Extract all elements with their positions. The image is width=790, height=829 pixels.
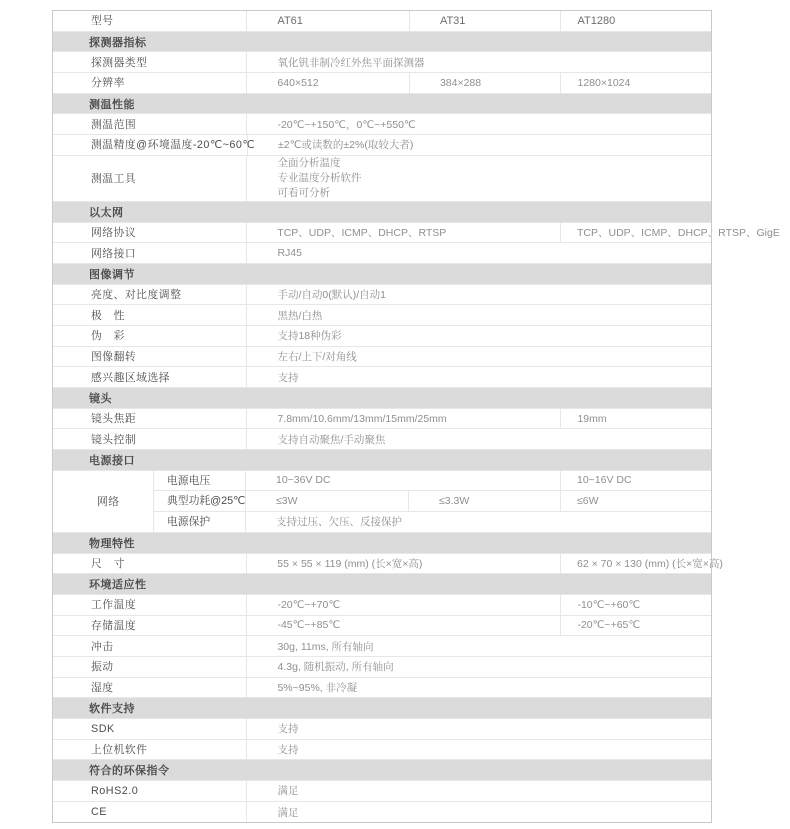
section-title: 测温性能: [89, 98, 135, 111]
section-title: 镜头: [89, 392, 112, 405]
spec-label: 存储温度: [53, 616, 247, 636]
spec-value: -20℃~+65℃: [577, 619, 641, 632]
spec-value-at1280: AT1280: [577, 14, 616, 27]
row-roi: [53, 367, 711, 388]
spec-value: RJ45: [277, 247, 302, 260]
spec-value: 7.8mm/10.6mm/13mm/15mm/25mm: [247, 409, 561, 429]
section-row-physical: [53, 533, 711, 554]
row-storage-temp: [53, 616, 711, 637]
spec-sublabel: 电源保护: [154, 512, 246, 532]
row-focal-length: [53, 409, 711, 430]
section-title: 图像调节: [89, 268, 135, 281]
spec-value-line: 可看可分析: [277, 186, 330, 199]
spec-value: ±2℃或读数的±2%(取较大者): [278, 139, 414, 152]
spec-label: 网络协议: [53, 223, 247, 243]
spec-label: 图像翻转: [53, 347, 247, 367]
spec-value: TCP、UDP、ICMP、DHCP、RTSP: [247, 223, 561, 243]
section-row-power: [53, 450, 711, 471]
spec-label: 感兴趣区域选择: [53, 367, 247, 387]
spec-value-at31: AT31: [410, 11, 562, 31]
row-brightness: [53, 285, 711, 306]
spec-value: 手动/自动0(默认)/自动1: [277, 288, 386, 301]
row-temp-tools: [53, 156, 711, 202]
spec-value: 黑热/白热: [277, 309, 323, 322]
spec-value: ≤3.3W: [409, 491, 561, 510]
spec-value: -45℃~+85℃: [247, 616, 561, 636]
section-row-environment: [53, 574, 711, 595]
spec-value-at61: AT61: [247, 11, 410, 31]
spec-value: 满足: [277, 806, 299, 819]
section-row-lens: [53, 388, 711, 409]
spec-label: 湿度: [53, 678, 247, 698]
spec-label: 测温精度@环境温度-20℃~60℃: [53, 135, 248, 155]
section-title: 物理特性: [89, 537, 135, 550]
row-dimensions: [53, 554, 723, 575]
spec-value: 支持: [277, 723, 299, 736]
spec-label: 上位机软件: [53, 740, 247, 760]
row-image-flip: [53, 347, 711, 368]
section-title: 环境适应性: [89, 579, 147, 592]
section-row-image: [53, 264, 711, 285]
power-sub-rows: [154, 471, 711, 532]
power-group-row: [53, 471, 711, 533]
spec-label: 型号: [53, 11, 247, 31]
spec-label: 尺 寸: [53, 554, 247, 574]
section-title: 探测器指标: [89, 36, 147, 49]
spec-label: SDK: [53, 719, 247, 739]
spec-label: 镜头焦距: [53, 409, 247, 429]
row-protection: [154, 512, 711, 532]
spec-label: 网络接口: [53, 243, 247, 263]
row-sdk: [53, 719, 711, 740]
section-row-software: [53, 698, 711, 719]
section-title: 符合的环保指令: [89, 765, 170, 778]
section-row-ethernet: [53, 202, 711, 223]
section-row-detector: [53, 32, 711, 53]
spec-value: 384×288: [410, 73, 562, 93]
row-net-interface: [53, 243, 711, 264]
row-temp-accuracy: [53, 135, 711, 156]
row-polarity: [53, 305, 711, 326]
spec-value: 30g, 11ms, 所有轴向: [277, 640, 374, 653]
spec-label: 伪 彩: [53, 326, 247, 346]
spec-value: ≤3W: [246, 491, 409, 510]
spec-label: CE: [53, 802, 247, 823]
spec-value: 10~36V DC: [246, 471, 561, 490]
spec-value: 满足: [277, 785, 299, 798]
row-vibration: [53, 657, 711, 678]
row-ce: [53, 802, 711, 823]
spec-label: RoHS2.0: [53, 781, 247, 801]
spec-value: 5%~95%, 非冷凝: [277, 682, 358, 694]
spec-value: 支持: [277, 744, 299, 757]
row-detector-type: [53, 52, 711, 73]
spec-value: 4.3g, 随机振动, 所有轴向: [277, 661, 394, 674]
spec-value: 55 × 55 × 119 (mm) (长×宽×高): [247, 554, 561, 574]
spec-label: 测温范围: [53, 114, 247, 134]
row-lens-control: [53, 429, 711, 450]
row-host-software: [53, 740, 711, 761]
section-title: 以太网: [89, 206, 124, 219]
spec-label: 分辨率: [53, 73, 247, 93]
spec-value: 支持: [277, 371, 299, 384]
spec-label: 极 性: [53, 305, 247, 325]
row-voltage: [154, 471, 711, 491]
spec-value: 19mm: [577, 412, 607, 425]
row-consumption: [154, 491, 711, 511]
spec-value: [247, 156, 711, 201]
spec-label: 镜头控制: [53, 429, 247, 449]
spec-sublabel: 典型功耗@25℃: [154, 491, 246, 510]
spec-value: 支持18种伪彩: [277, 330, 342, 343]
spec-value: 支持过压、欠压、反接保护: [276, 516, 402, 529]
row-net-protocol: [53, 223, 780, 244]
spec-value: 10~16V DC: [577, 474, 632, 487]
row-shock: [53, 636, 711, 657]
spec-value: -20℃~+150℃，0℃~+550℃: [277, 118, 416, 131]
spec-value: 1280×1024: [577, 76, 631, 89]
row-operating-temp: [53, 595, 711, 616]
spec-value: TCP、UDP、ICMP、DHCP、RTSP、GigE: [577, 226, 780, 239]
spec-value: 支持自动聚焦/手动聚焦: [277, 433, 386, 446]
spec-table: [52, 10, 780, 823]
row-model: [53, 11, 711, 32]
spec-value: 62 × 70 × 130 (mm) (长×宽×高): [577, 557, 723, 570]
spec-label: 工作温度: [53, 595, 247, 615]
spec-label: 振动: [53, 657, 247, 677]
spec-value: -20℃~+70℃: [247, 595, 561, 615]
spec-value-line: 全面分析温度: [277, 156, 341, 169]
spec-sublabel: 电源电压: [154, 471, 246, 490]
spec-label: 探测器类型: [53, 52, 247, 72]
spec-label: 测温工具: [53, 156, 247, 201]
spec-label: 冲击: [53, 636, 247, 656]
row-pseudo-color: [53, 326, 711, 347]
spec-value: 氧化钒非制冷红外焦平面探测器: [277, 56, 425, 69]
row-rohs: [53, 781, 711, 802]
spec-value: 640×512: [247, 73, 410, 93]
section-row-compliance: [53, 760, 711, 781]
section-row-thermometry: [53, 94, 711, 115]
row-humidity: [53, 678, 711, 699]
spec-value: -10℃~+60℃: [577, 598, 641, 611]
section-title: 电源接口: [89, 454, 135, 467]
section-title: 软件支持: [89, 703, 135, 716]
spec-label: 亮度、对比度调整: [53, 285, 247, 305]
row-temp-range: [53, 114, 711, 135]
row-resolution: [53, 73, 711, 94]
spec-value: ≤6W: [577, 494, 599, 507]
spec-group-label: 网络: [53, 471, 154, 532]
spec-value-line: 专业温度分析软件: [277, 171, 362, 184]
spec-value: 左右/上下/对角线: [277, 350, 357, 363]
